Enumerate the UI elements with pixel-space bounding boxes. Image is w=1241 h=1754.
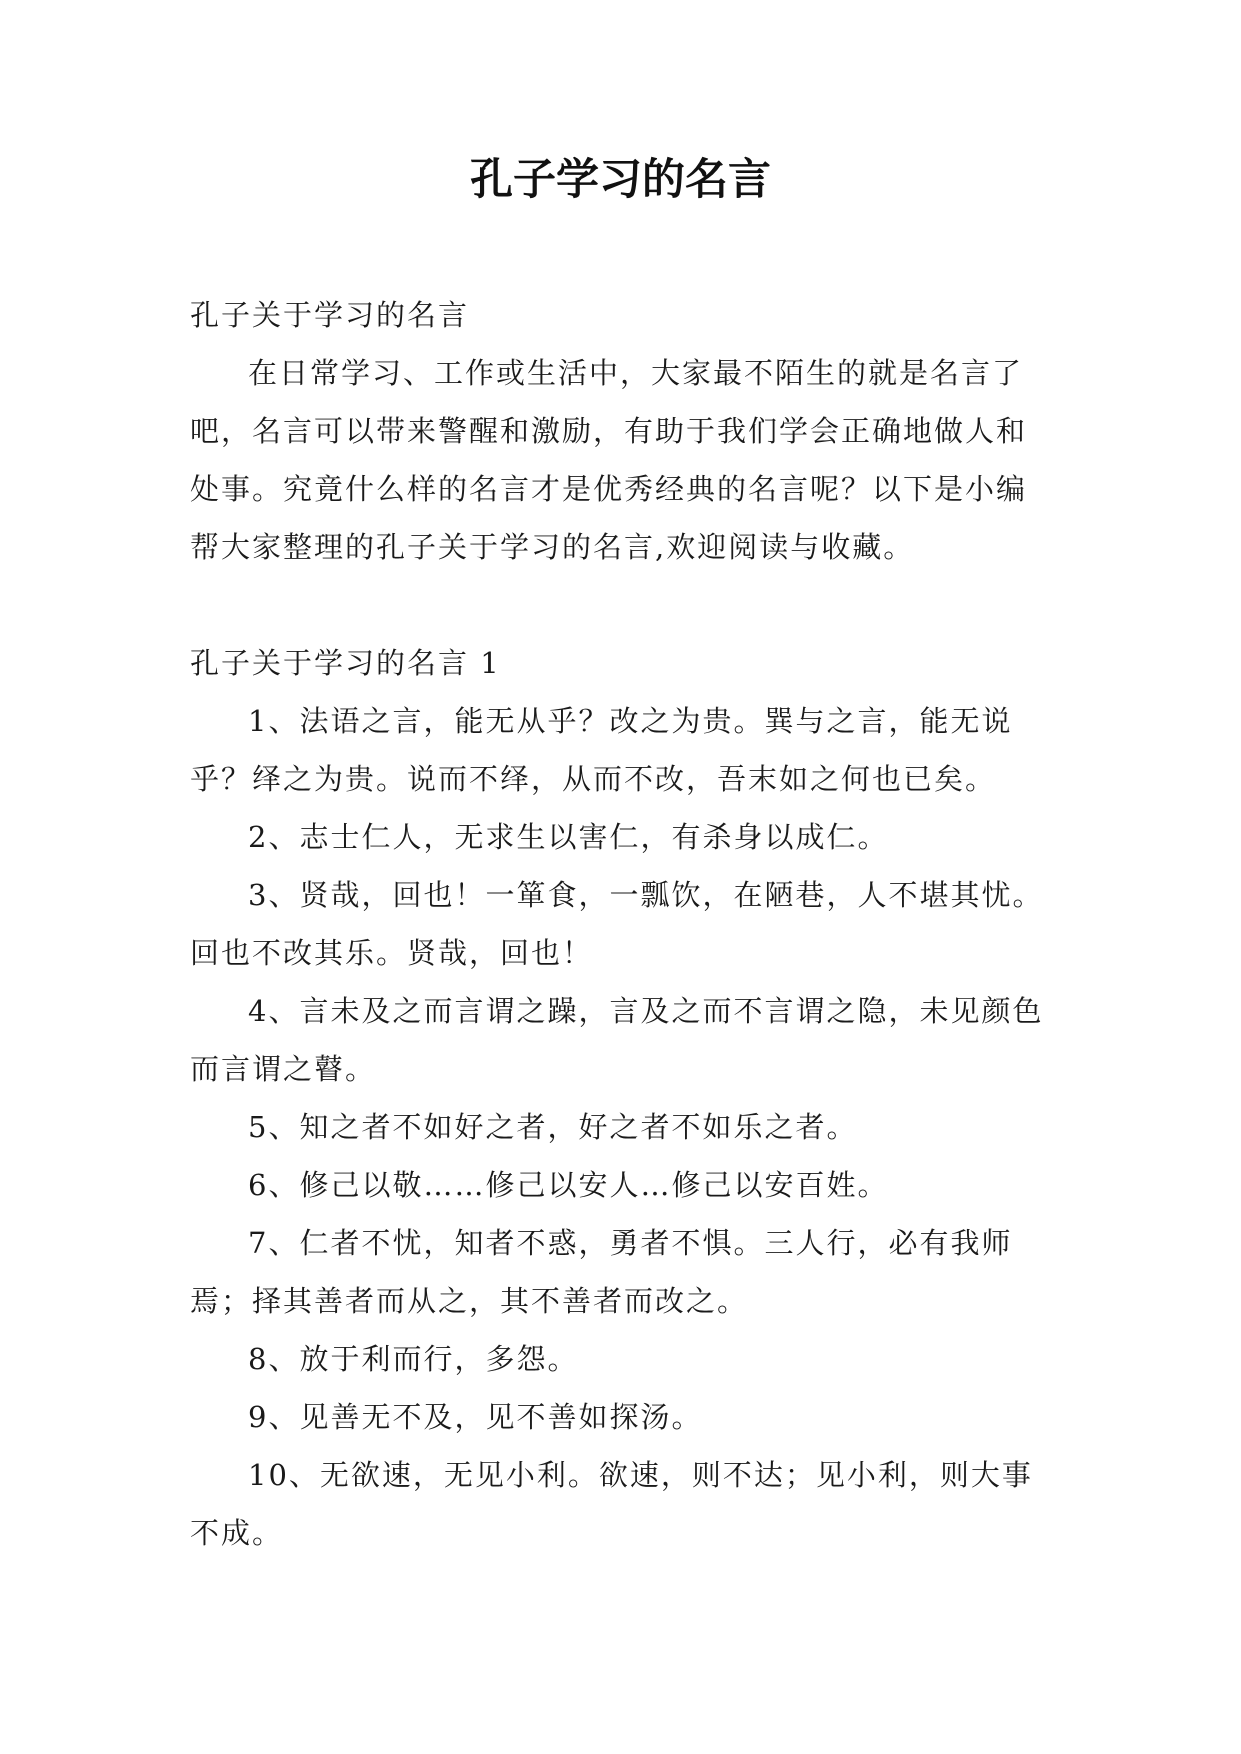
- paragraph-spacer: [190, 576, 1052, 634]
- quote-item-1: 1、法语之言，能无从乎？改之为贵。巽与之言，能无说乎？绎之为贵。说而不绎，从而不改，吾末如之何也已矣。: [190, 704, 1013, 796]
- quote-item-5: 5、知之者不如好之者，好之者不如乐之者。: [248, 1110, 858, 1144]
- quote-item-8: 8、放于利而行，多怨。: [248, 1342, 579, 1376]
- quote-item-10: 10、无欲速，无见小利。欲速，则不达；见小利，则大事不成。: [190, 1458, 1033, 1550]
- document-body: [190, 286, 1052, 1562]
- quote-item-6: 6、修己以敬……修己以安人…修己以安百姓。: [248, 1168, 889, 1202]
- intro-paragraph: 在日常学习、工作或生活中，大家最不陌生的就是名言了吧，名言可以带来警醒和激励，有助于我们学会正确地做人和处事。究竟什么样的名言才是优秀经典的名言呢？以下是小编帮大家整理的孔子关于学习的名言,欢迎阅读与收藏。: [190, 356, 1028, 564]
- document-title: 孔子学习的名言: [470, 155, 771, 205]
- quote-item-2: 2、志士仁人，无求生以害仁，有杀身以成仁。: [248, 820, 889, 854]
- quote-item-3: 3、贤哉，回也！一箪食，一瓢饮，在陋巷，人不堪其忧。回也不改其乐。贤哉，回也！: [190, 878, 1044, 970]
- section-heading-quotes: 孔子关于学习的名言 1: [190, 646, 501, 680]
- quote-item-9: 9、见善无不及，见不善如探汤。: [248, 1400, 703, 1434]
- quote-item-7: 7、仁者不忧，知者不惑，勇者不惧。三人行，必有我师焉；择其善者而从之，其不善者而改之。: [190, 1226, 1013, 1318]
- quote-item-4: 4、言未及之而言谓之躁，言及之而不言谓之隐，未见颜色而言谓之瞽。: [190, 994, 1044, 1086]
- section-heading-intro: 孔子关于学习的名言: [190, 298, 470, 332]
